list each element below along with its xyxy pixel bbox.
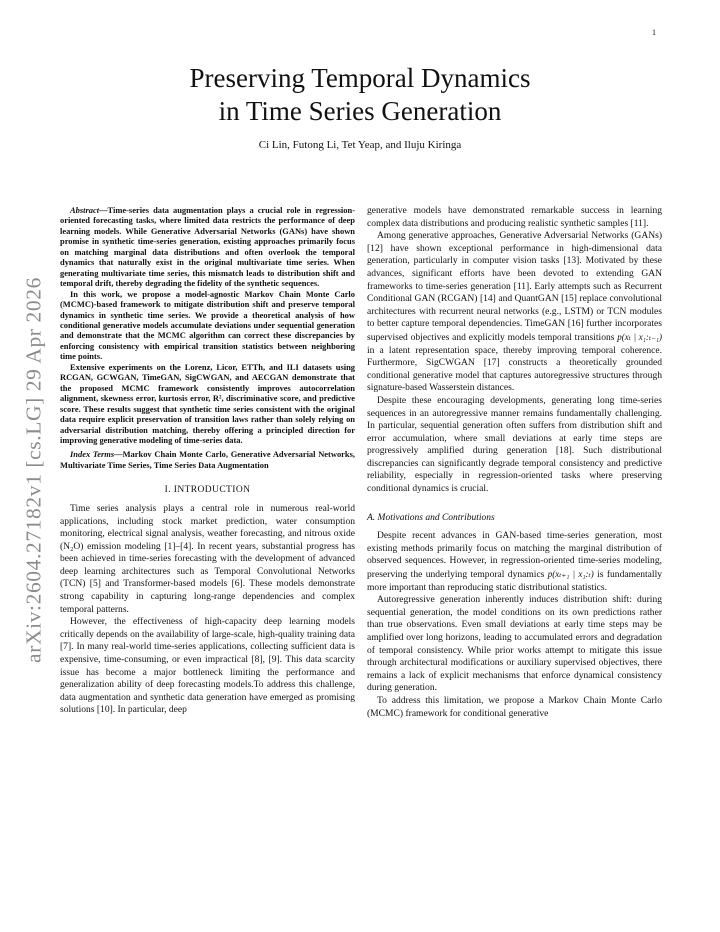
abstract-paragraph-1: [60, 205, 355, 289]
abstract-paragraph-2: In this work, we propose a model-agnostic Markov Chain Monte Carlo (MCMC)-based framework to mitigate distribution shift and preserve temporal dynamics in synthetic time series. We provide a theoretical analysis of how conditional generative models accumulate deviations under sequential generation and demonstrate that the MCMC algorithm can correct these discrepancies by enforcing consistency with empirical transition statistics between neighboring time points.: [60, 288, 355, 362]
subsection-heading-motivations: A. Motivations and Contributions: [367, 512, 495, 523]
right-paragraph-2-text-b: in a latent representation space, thereby improving temporal coherence. Furthermore, SigCWGAN [17] constructs a theoretically grounded conditional generative model that captures autoregressive structures through signature-based Wasserstein distances.: [367, 344, 662, 394]
intro-paragraph-1: Time series analysis plays a central role in numerous real-world applications, including stock market prediction, water consumption monitoring, electrical signal analysis, weather forecasting, and nitrous oxide (N₂O) emission modeling [1]–[4]. In recent years, substantial progress has been achieved in time-series forecasting with the development of advanced deep learning architectures such as Temporal Convolutional Networks (TCN) [5] and Transformer-based models [6]. These models demonstrate strong capability in capturing long-range dependencies and complex temporal patterns.: [60, 502, 355, 615]
equation-dynamics: p(xₜ₊₁ | x₁:ₜ): [547, 569, 594, 580]
author-list: Ci Lin, Futong Li, Tet Yeap, and Iluju Kiringa: [258, 139, 462, 151]
abstract-text-1: —Time-series data augmentation plays a crucial role in regression-oriented forecasting tasks, where limited data restricts the performance of deep learning models. While Generative Adversarial Networks (GANs) have shown promise in synthetic time-series generation, existing approaches primarily focus on matching marginal data distributions and often overlook the temporal dynamics that naturally exist in the original multivariate time series. When generating multivariate time series, this mismatch leads to distribution shift and temporal drift, thereby degrading the fidelity of the synthetic sequences.: [60, 205, 355, 289]
right-paragraph-3: Despite these encouraging developments, generating long time-series sequences in an autoregressive manner remains fundamentally challenging. In particular, sequential generation often suffers from distribution shift and error accumulation, where small deviations at early time steps are progressively amplified during generation [18]. Such distributional discrepancies can significantly degrade temporal consistency and predictive reliability, especially in regression-oriented tasks where preserving conditional dynamics is crucial.: [367, 394, 662, 495]
paper-title: [120, 62, 600, 128]
right-column: [367, 205, 662, 720]
page-number: 1: [652, 28, 656, 37]
index-terms-label: Index Terms: [70, 449, 115, 460]
equation-transition: p(xₜ | x₁:ₜ₋₁): [617, 331, 662, 342]
right-paragraph-4-text-b: is fundamentally more important than reproducing static distributional statistics.: [367, 569, 662, 593]
right-paragraph-5: Autoregressive generation inherently induces distribution shift: during sequential generation, the model conditions on its own predictions rather than true observations. Even small deviations at early time steps may be amplified over long horizons, leading to accumulated errors and degradation of temporal consistency. While prior works attempt to mitigate this issue through architectural modifications or auxiliary supervised objectives, there remains a lack of explicit mechanisms that enforce dynamical consistency during generation.: [367, 594, 662, 694]
index-terms: [60, 449, 355, 470]
right-paragraph-2: [367, 230, 662, 395]
right-paragraph-4: [367, 530, 662, 594]
left-column: [60, 205, 355, 717]
index-terms-text: —Markov Chain Monte Carlo, Generative Adversarial Networks, Multivariate Time Series, Time Series Data Augmentation: [60, 449, 355, 470]
introduction-section: [60, 484, 355, 717]
abstract: [60, 205, 355, 470]
abstract-label: Abstract: [70, 205, 100, 215]
title-line-2: in Time Series Generation: [218, 96, 502, 126]
right-paragraph-2-text-a: Among generative approaches, Generative Adversarial Networks (GANs) [12] have shown exceptional performance in high-dimensional data generation, particularly in computer vision tasks [13]. Motivated by these advances, significant efforts have been devoted to extending GAN frameworks to time-series generation [11]. Early attempts such as Recurrent Conditional GAN (RCGAN) [14] and QuantGAN [15] replace convolutional architectures with recurrent neural networks (e.g., LSTM) or TCN modules to better capture temporal dependencies. TimeGAN [16] further incorporates supervised objectives and explicitly models temporal transitions: [367, 230, 662, 343]
right-paragraph-1: generative models have demonstrated remarkable success in learning complex data distributions and producing realistic synthetic samples [11].: [367, 205, 662, 229]
section-heading-introduction: I. INTRODUCTION: [164, 485, 251, 496]
arxiv-identifier-text: arXiv:2604.27182v1 [cs.LG] 29 Apr 2026: [21, 277, 46, 663]
abstract-paragraph-3: Extensive experiments on the Lorenz, Licor, ETTh, and ILI datasets using RCGAN, GCWGAN, TimeGAN, SigCWGAN, and AECGAN demonstrate that the proposed MCMC framework consistently improves autocorrelation alignment, skewness error, kurtosis error, R², discriminative score, and predictive score. These results suggest that synthetic time series consistent with the original data require explicit preservation of transition laws rather than solely relying on adversarial distribution matching, thereby offering a principled direction for improving generative modeling of time-series data.: [60, 361, 355, 445]
right-paragraph-6: To address this limitation, we propose a Markov Chain Monte Carlo (MCMC) framework for conditional generative: [367, 694, 662, 719]
title-line-1: Preserving Temporal Dynamics: [189, 63, 531, 93]
right-paragraph-4-text-a: Despite recent advances in GAN-based time-series generation, most existing methods primarily focus on matching the marginal distribution of observed sequences. However, in regression-oriented time-series modeling, preserving the underlying temporal dynamics: [367, 530, 662, 581]
intro-paragraph-2: However, the effectiveness of high-capacity deep learning models critically depends on the availability of large-scale, high-quality training data [7]. In many real-world time-series applications, collecting sufficient data is expensive, time-consuming, or even impractical [8], [9]. This data scarcity issue has become a major bottleneck limiting the performance and generalization ability of deep forecasting models.To address this challenge, data augmentation and synthetic data generation have emerged as promising solutions [10]. In particular, deep: [60, 616, 355, 716]
